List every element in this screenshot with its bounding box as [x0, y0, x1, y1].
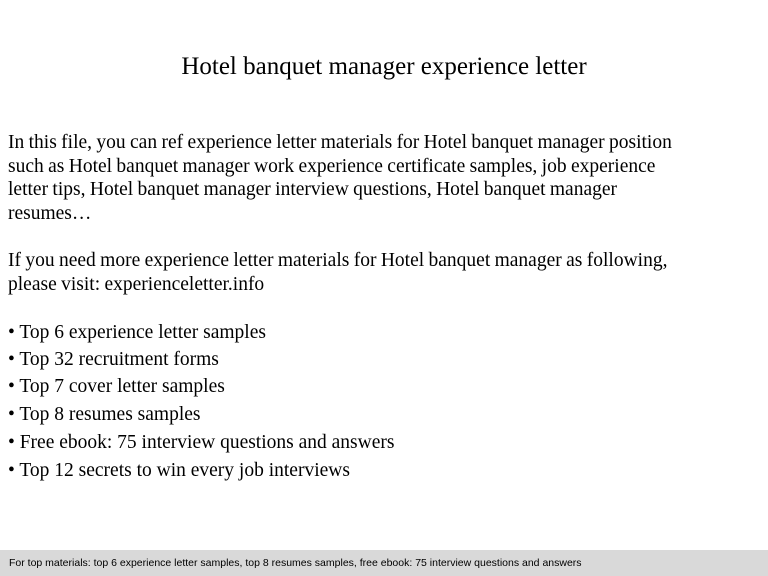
list-item: • Top 8 resumes samples: [8, 404, 201, 425]
list-item: • Top 32 recruitment forms: [8, 349, 219, 370]
intro-paragraph: [8, 131, 760, 225]
intro-line: In this file, you can ref experience letter materials for Hotel banquet manager position: [8, 132, 672, 153]
footer-text: For top materials: top 6 experience letter samples, top 8 resumes samples, free ebook: 75 interview questions and answers: [9, 557, 582, 569]
visit-line: If you need more experience letter materials for Hotel banquet manager as following,: [8, 250, 668, 271]
list-item: • Top 6 experience letter samples: [8, 322, 266, 343]
resource-list: [8, 319, 760, 485]
intro-line: letter tips, Hotel banquet manager interview questions, Hotel banquet manager: [8, 179, 618, 200]
list-item: • Top 7 cover letter samples: [8, 376, 225, 397]
footer-bar: [0, 550, 768, 576]
intro-line: resumes…: [8, 202, 92, 224]
visit-paragraph: [8, 249, 760, 296]
list-item: • Top 12 secrets to win every job interviews: [8, 460, 350, 481]
page-title: Hotel banquet manager experience letter: [181, 53, 587, 80]
intro-line: such as Hotel banquet manager work experience certificate samples, job experience: [8, 155, 656, 177]
visit-line: please visit: experienceletter.info: [8, 273, 265, 295]
list-item: • Free ebook: 75 interview questions and answers: [8, 432, 395, 453]
